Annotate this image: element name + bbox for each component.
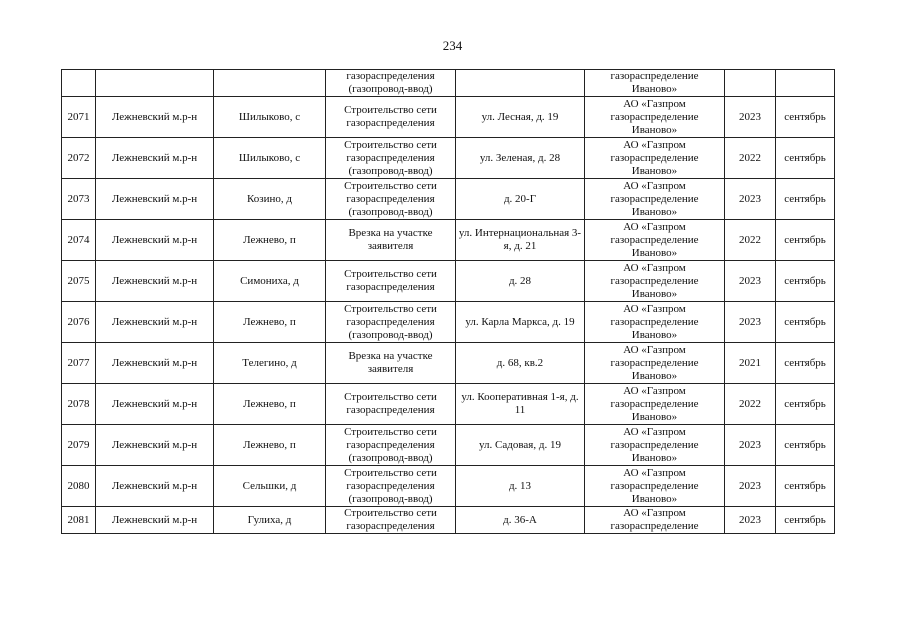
cell-address: д. 20-Г	[456, 179, 585, 220]
table-body	[62, 70, 835, 534]
cell-locality: Лежнево, п	[214, 384, 326, 425]
cell-locality: Шилыково, с	[214, 138, 326, 179]
cell-number: 2071	[62, 97, 96, 138]
cell-work: Строительство сети газораспределения	[326, 97, 456, 138]
cell-district: Лежневский м.р-н	[96, 302, 214, 343]
cell-number: 2080	[62, 466, 96, 507]
gasification-table	[61, 69, 835, 534]
cell-locality: Сельшки, д	[214, 466, 326, 507]
cell-year: 2023	[725, 261, 776, 302]
cell-year: 2023	[725, 302, 776, 343]
cell-work: Строительство сети газораспределения (газопровод-ввод)	[326, 138, 456, 179]
cell-address: д. 28	[456, 261, 585, 302]
cell-year: 2023	[725, 97, 776, 138]
cell-month: сентябрь	[776, 343, 835, 384]
cell-locality: Симониха, д	[214, 261, 326, 302]
cell-operator: АО «Газпром газораспределение Иваново»	[585, 261, 725, 302]
cell-number: 2081	[62, 507, 96, 534]
cell-work: Врезка на участке заявителя	[326, 220, 456, 261]
cell-work: Строительство сети газораспределения	[326, 507, 456, 534]
cell-month: сентябрь	[776, 97, 835, 138]
cell-district	[96, 70, 214, 97]
table-row	[62, 179, 835, 220]
table-row	[62, 507, 835, 534]
cell-number: 2074	[62, 220, 96, 261]
cell-year	[725, 70, 776, 97]
cell-operator: АО «Газпром газораспределение Иваново»	[585, 179, 725, 220]
cell-locality: Лежнево, п	[214, 220, 326, 261]
cell-address: ул. Кооперативная 1-я, д. 11	[456, 384, 585, 425]
cell-operator: АО «Газпром газораспределение	[585, 507, 725, 534]
cell-number: 2072	[62, 138, 96, 179]
cell-operator: АО «Газпром газораспределение Иваново»	[585, 466, 725, 507]
continuation-row	[62, 70, 835, 97]
table-row	[62, 302, 835, 343]
cell-address: д. 13	[456, 466, 585, 507]
cell-work: Врезка на участке заявителя	[326, 343, 456, 384]
cell-district: Лежневский м.р-н	[96, 507, 214, 534]
cell-year: 2023	[725, 425, 776, 466]
cell-district: Лежневский м.р-н	[96, 179, 214, 220]
cell-number: 2079	[62, 425, 96, 466]
cell-month: сентябрь	[776, 261, 835, 302]
cell-district: Лежневский м.р-н	[96, 138, 214, 179]
cell-address: ул. Лесная, д. 19	[456, 97, 585, 138]
cell-year: 2022	[725, 384, 776, 425]
cell-year: 2022	[725, 220, 776, 261]
cell-district: Лежневский м.р-н	[96, 220, 214, 261]
cell-number: 2077	[62, 343, 96, 384]
cell-number: 2076	[62, 302, 96, 343]
cell-month: сентябрь	[776, 425, 835, 466]
cell-locality: Козино, д	[214, 179, 326, 220]
cell-month: сентябрь	[776, 138, 835, 179]
cell-work: Строительство сети газораспределения (газопровод-ввод)	[326, 179, 456, 220]
cell-work: Строительство сети газораспределения (газопровод-ввод)	[326, 302, 456, 343]
table-row	[62, 97, 835, 138]
cell-address: ул. Интернациональная 3-я, д. 21	[456, 220, 585, 261]
cell-number: 2075	[62, 261, 96, 302]
cell-month: сентябрь	[776, 220, 835, 261]
cell-address: ул. Зеленая, д. 28	[456, 138, 585, 179]
cell-district: Лежневский м.р-н	[96, 261, 214, 302]
cell-operator: АО «Газпром газораспределение Иваново»	[585, 220, 725, 261]
cell-locality: Гулиха, д	[214, 507, 326, 534]
cell-district: Лежневский м.р-н	[96, 343, 214, 384]
cell-month: сентябрь	[776, 466, 835, 507]
cell-address: д. 36-А	[456, 507, 585, 534]
cell-locality: Телегино, д	[214, 343, 326, 384]
table-row	[62, 343, 835, 384]
cell-operator: АО «Газпром газораспределение Иваново»	[585, 138, 725, 179]
cell-month: сентябрь	[776, 179, 835, 220]
cell-locality: Лежнево, п	[214, 302, 326, 343]
cell-year: 2023	[725, 466, 776, 507]
cell-month: сентябрь	[776, 507, 835, 534]
cell-operator: АО «Газпром газораспределение Иваново»	[585, 343, 725, 384]
cell-year: 2023	[725, 179, 776, 220]
cell-work: Строительство сети газораспределения (газопровод-ввод)	[326, 425, 456, 466]
table-row	[62, 261, 835, 302]
cell-address: д. 68, кв.2	[456, 343, 585, 384]
table-row	[62, 466, 835, 507]
cell-locality: Шилыково, с	[214, 97, 326, 138]
cell-operator: АО «Газпром газораспределение Иваново»	[585, 425, 725, 466]
cell-district: Лежневский м.р-н	[96, 466, 214, 507]
cell-month: сентябрь	[776, 384, 835, 425]
cell-number: 2078	[62, 384, 96, 425]
table-row	[62, 384, 835, 425]
cell-locality	[214, 70, 326, 97]
table-row	[62, 425, 835, 466]
cell-work: Строительство сети газораспределения	[326, 261, 456, 302]
cell-year: 2023	[725, 507, 776, 534]
cell-district: Лежневский м.р-н	[96, 425, 214, 466]
cell-locality: Лежнево, п	[214, 425, 326, 466]
page-number: 234	[442, 38, 463, 53]
table-row	[62, 220, 835, 261]
table-row	[62, 138, 835, 179]
cell-address: ул. Карла Маркса, д. 19	[456, 302, 585, 343]
cell-district: Лежневский м.р-н	[96, 384, 214, 425]
cell-district: Лежневский м.р-н	[96, 97, 214, 138]
cell-operator: газораспределение Иваново»	[585, 70, 725, 97]
cell-work: газораспределения (газопровод-ввод)	[326, 70, 456, 97]
cell-work: Строительство сети газораспределения	[326, 384, 456, 425]
cell-number	[62, 70, 96, 97]
cell-operator: АО «Газпром газораспределение Иваново»	[585, 97, 725, 138]
cell-number: 2073	[62, 179, 96, 220]
cell-month	[776, 70, 835, 97]
cell-operator: АО «Газпром газораспределение Иваново»	[585, 302, 725, 343]
cell-work: Строительство сети газораспределения (газопровод-ввод)	[326, 466, 456, 507]
cell-address	[456, 70, 585, 97]
cell-year: 2021	[725, 343, 776, 384]
cell-operator: АО «Газпром газораспределение Иваново»	[585, 384, 725, 425]
cell-address: ул. Садовая, д. 19	[456, 425, 585, 466]
cell-month: сентябрь	[776, 302, 835, 343]
cell-year: 2022	[725, 138, 776, 179]
